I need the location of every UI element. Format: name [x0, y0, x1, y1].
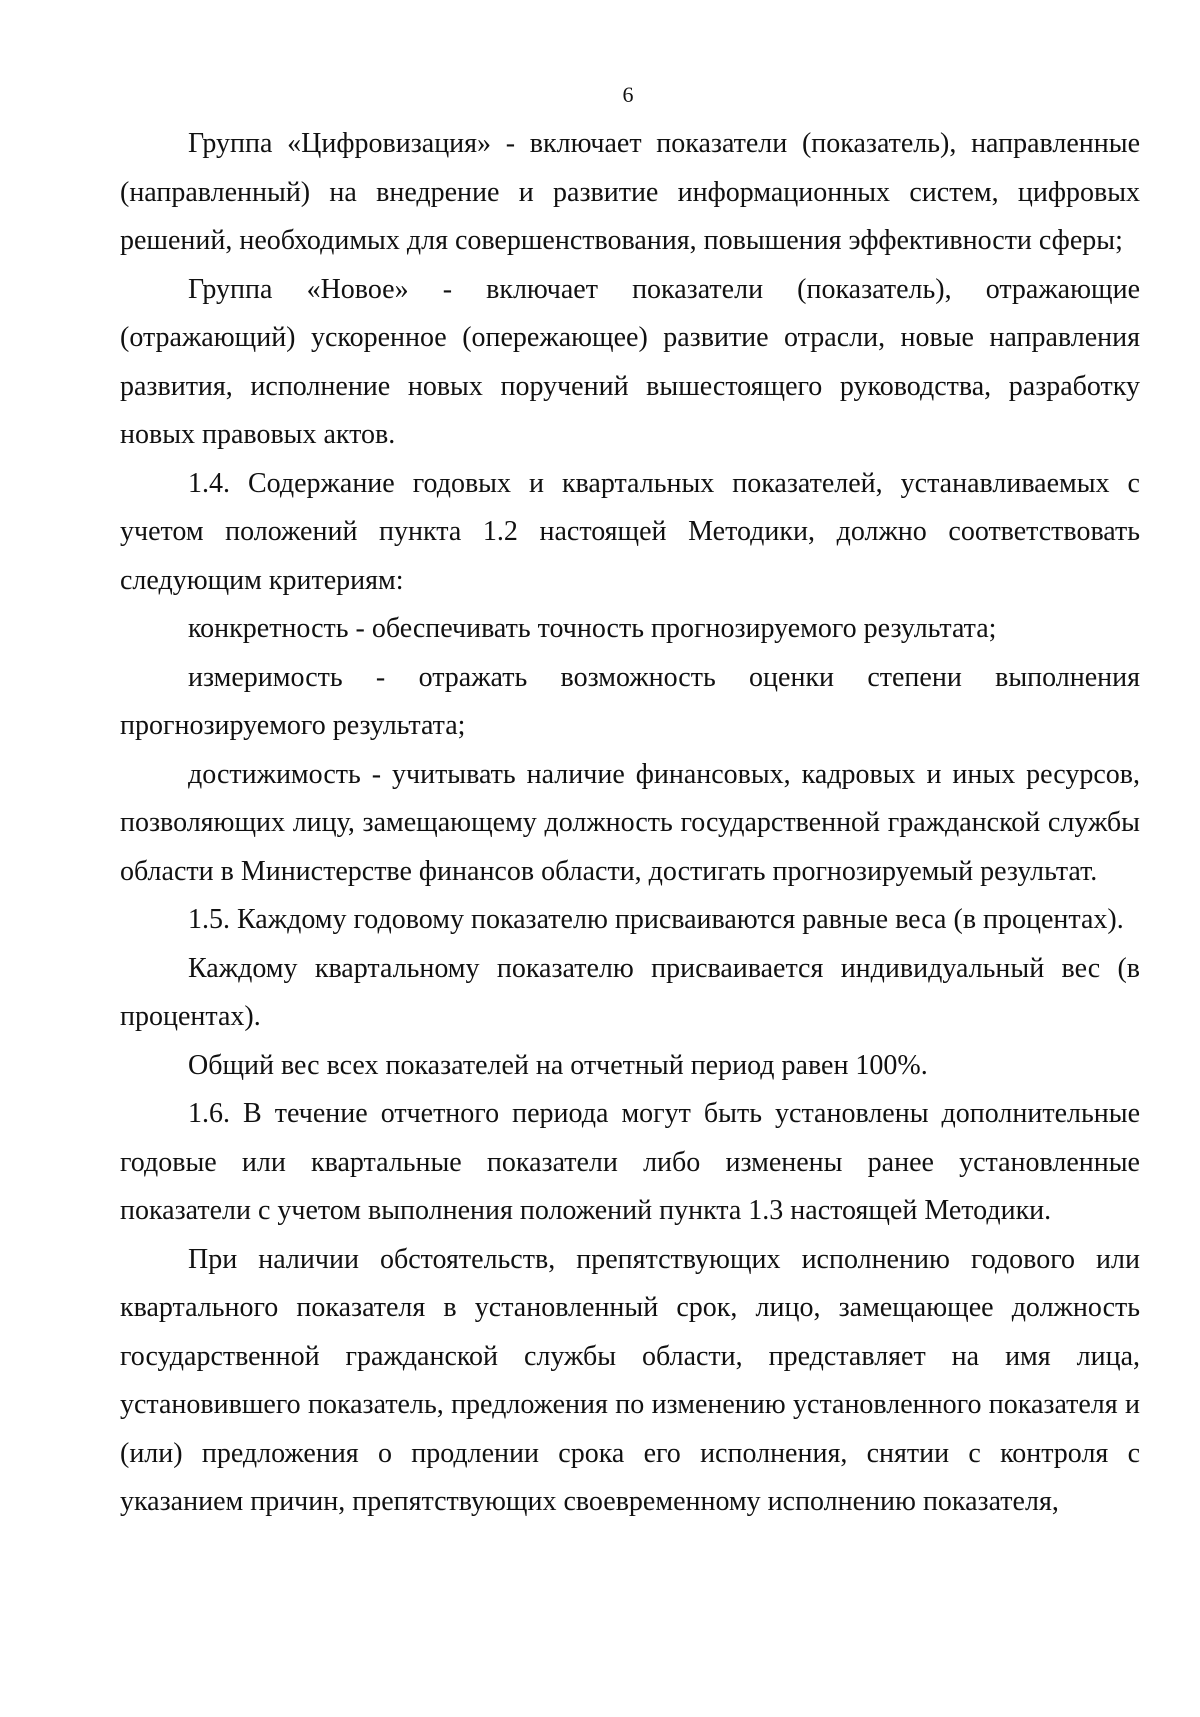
- paragraph-criterion-specificity: конкретность - обеспечивать точность прогнозируемого результата;: [188, 613, 997, 644]
- paragraph-section-1-5: 1.5. Каждому годовому показателю присваиваются равные веса (в процентах).: [188, 904, 1124, 935]
- paragraph-new-group: Группа «Новое» - включает показатели (показатель), отражающие (отражающий) ускоренное (опережающее) развитие отрасли, новые направления развития, исполнение новых поручений вышестоящего руководства, разработку новых правовых актов.: [120, 273, 1140, 450]
- paragraph-criterion-achievability: достижимость - учитывать наличие финансовых, кадровых и иных ресурсов, позволяющих лицу, замещающему должность государственной гражданской службы области в Министерстве финансов области, достигать прогнозируемый результат.: [120, 758, 1140, 887]
- document-body: [120, 120, 1140, 1527]
- paragraph-quarterly-weight: Каждому квартальному показателю присваивается индивидуальный вес (в процентах).: [120, 952, 1140, 1032]
- paragraph-section-1-4: 1.4. Содержание годовых и квартальных показателей, устанавливаемых с учетом положений пункта 1.2 настоящей Методики, должно соответствовать следующим критериям:: [120, 467, 1140, 596]
- paragraph-criterion-measurability: измеримость - отражать возможность оценки степени выполнения прогнозируемого результата;: [120, 661, 1140, 741]
- paragraph-section-1-6: 1.6. В течение отчетного периода могут быть установлены дополнительные годовые или квартальные показатели либо изменены ранее установленные показатели с учетом выполнения положений пункта 1.3 настоящей Методики.: [120, 1098, 1140, 1226]
- paragraph-circumstances: При наличии обстоятельств, препятствующих исполнению годового или квартального показателя в установленный срок, лицо, замещающее должность государственной гражданской службы области, представляет на имя лица, установившего показатель, предложения по изменению установленного показателя и (или) предложения о продлении срока его исполнения, снятии с контроля с указанием причин, препятствующих своевременному исполнению показателя,: [120, 1243, 1140, 1517]
- paragraph-total-weight: Общий вес всех показателей на отчетный период равен 100%.: [188, 1049, 928, 1081]
- paragraph-digitalization-group: Группа «Цифровизация» - включает показатели (показатель), направленные (направленный) на внедрение и развитие информационных систем, цифровых решений, необходимых для совершенствования, повышения эффективности сферы;: [120, 128, 1140, 256]
- page-number: 6: [622, 82, 634, 107]
